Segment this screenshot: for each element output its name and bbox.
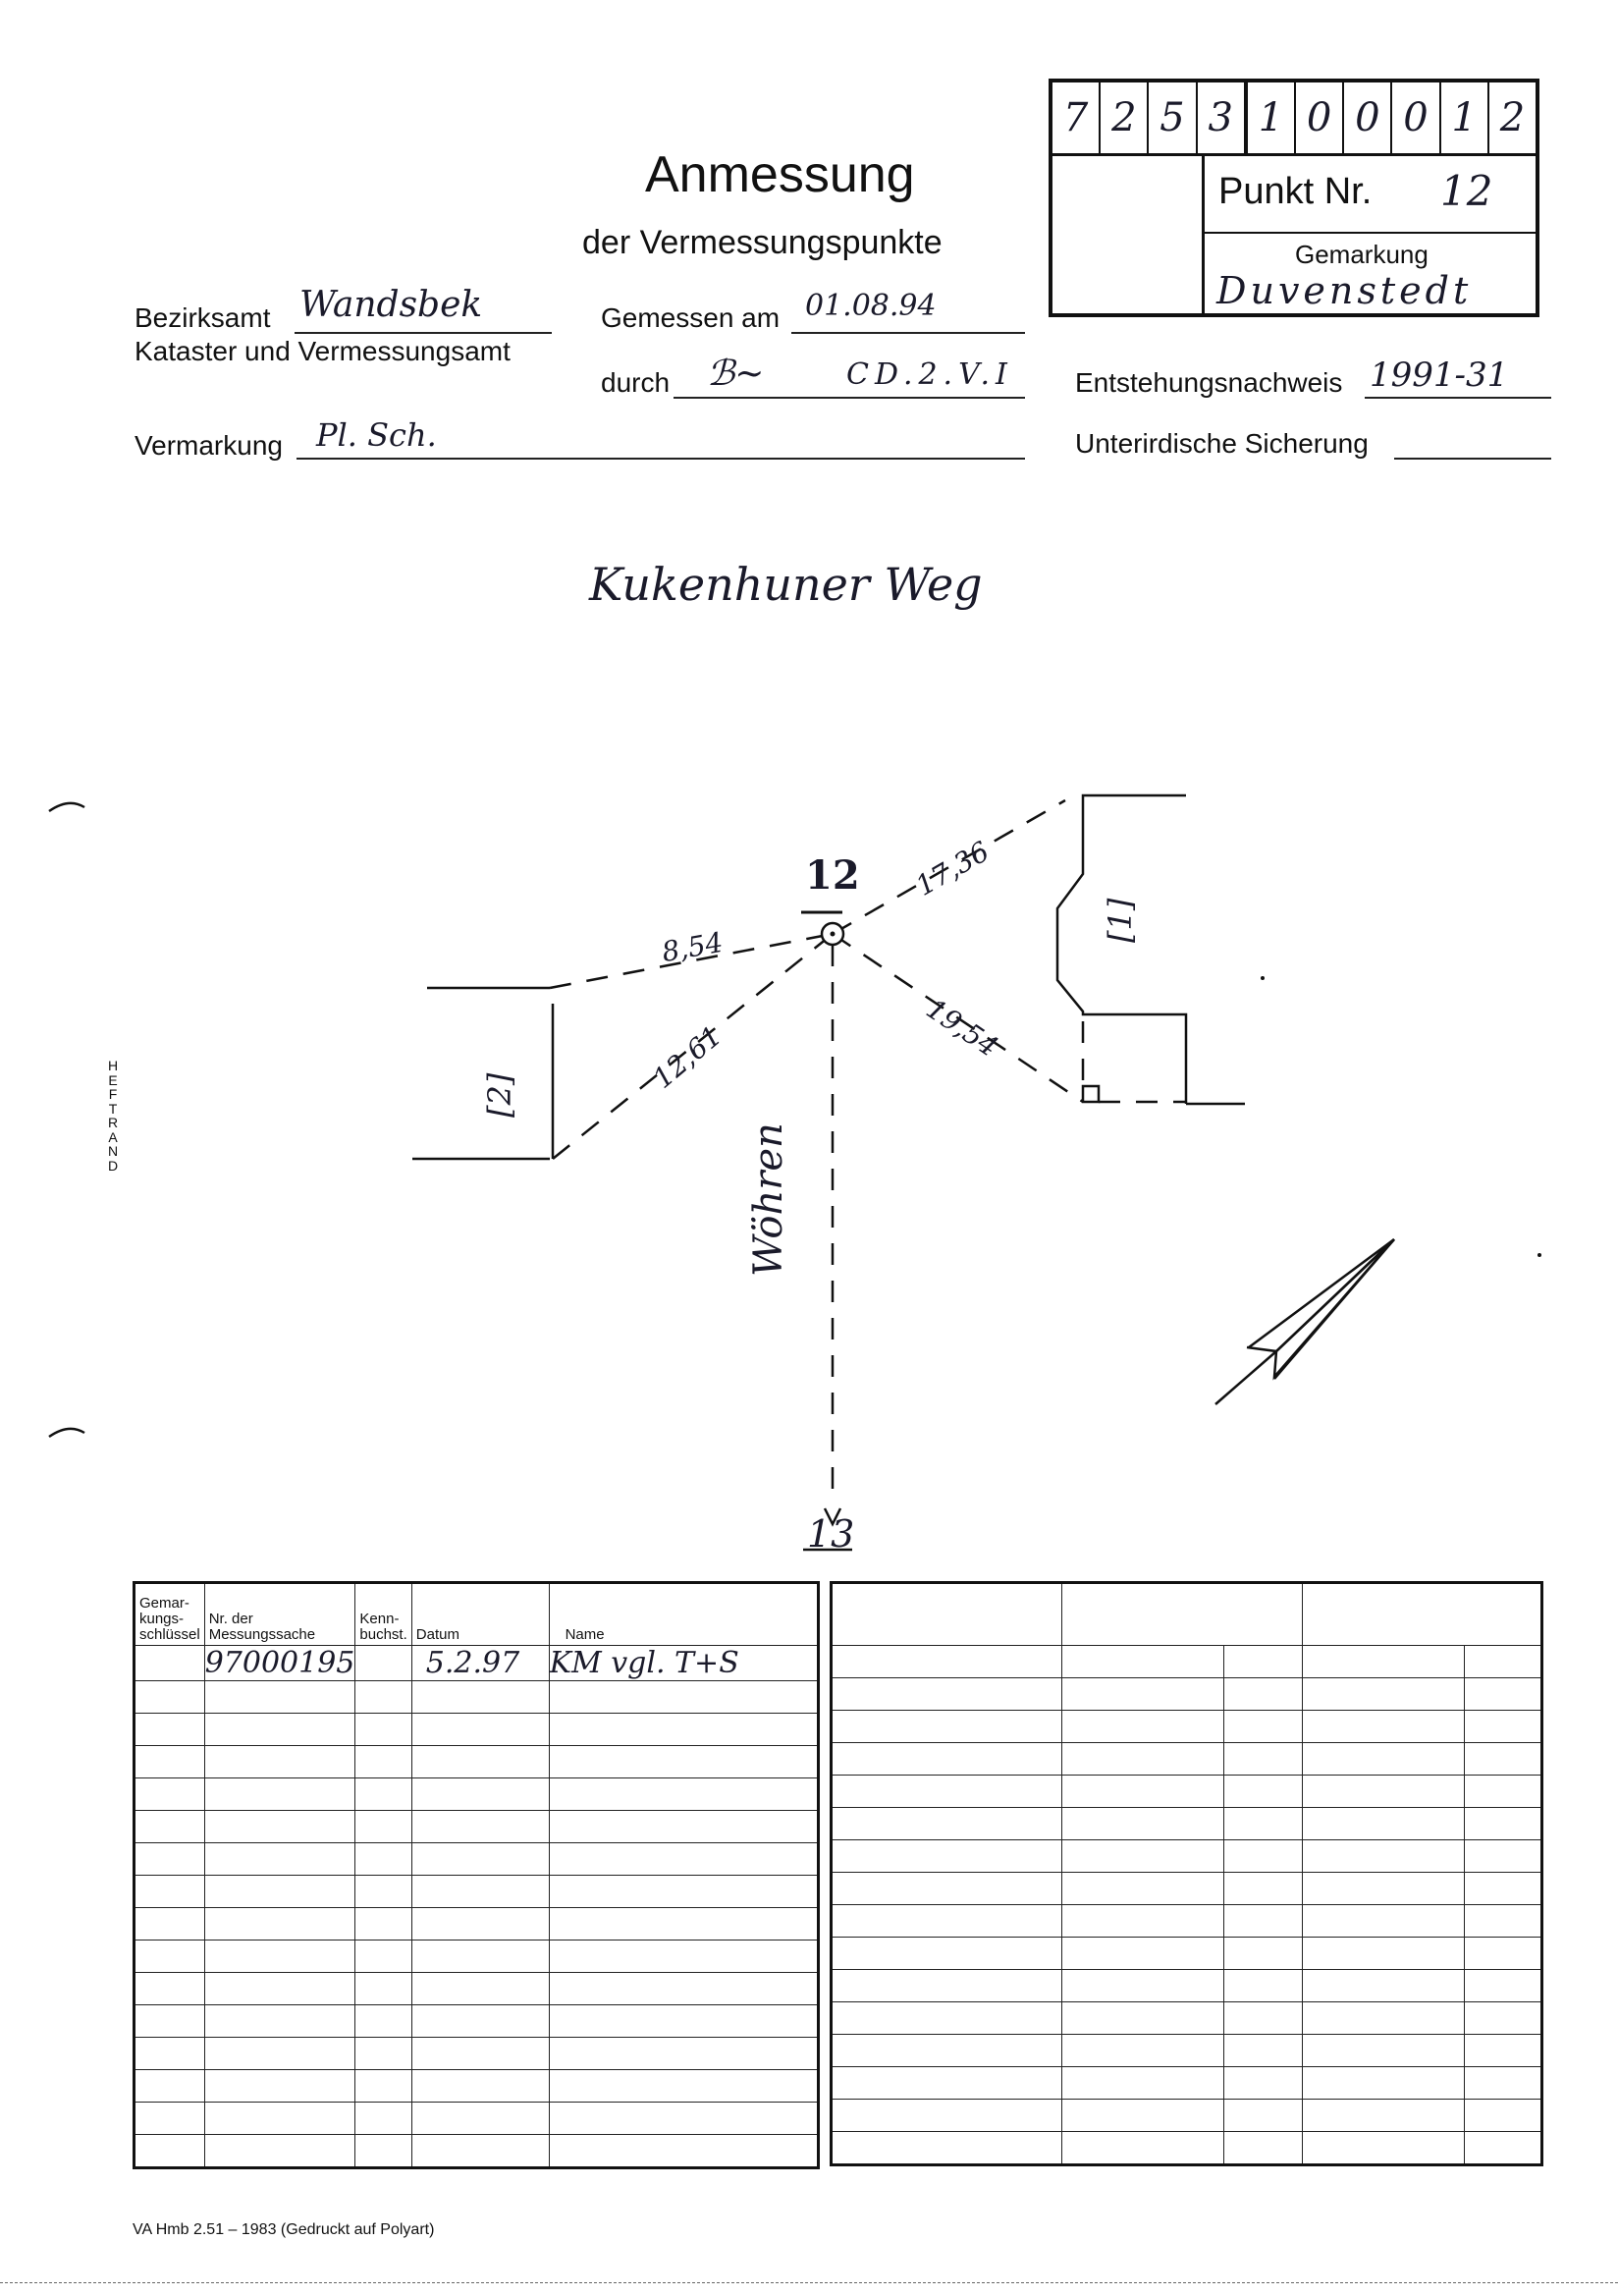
table-row bbox=[832, 1678, 1542, 1711]
durch-value: CD.2.V.I bbox=[846, 357, 1013, 392]
table-row bbox=[832, 2132, 1542, 2165]
gemarkung-value: Duvenstedt bbox=[1216, 269, 1473, 312]
header-blank bbox=[1302, 1583, 1541, 1646]
street-side-label: Wöhren bbox=[746, 1122, 791, 1277]
table-row bbox=[832, 1873, 1542, 1905]
building-2-label: [2] bbox=[481, 1072, 518, 1118]
point-13-label: 13 bbox=[807, 1512, 855, 1556]
bezirksamt-value: Wandsbek bbox=[299, 285, 483, 325]
edge-mark bbox=[49, 1429, 84, 1437]
unterirdisch-label: Unterirdische Sicherung bbox=[1075, 428, 1369, 459]
point-12-center bbox=[831, 932, 836, 937]
table-row bbox=[135, 1646, 819, 1681]
table-row bbox=[135, 1746, 819, 1778]
table-row bbox=[135, 2070, 819, 2103]
header-kennbuchstabe: Kenn- buchst. bbox=[355, 1583, 411, 1646]
table-row bbox=[832, 1776, 1542, 1808]
north-arrow-icon bbox=[1215, 1239, 1394, 1404]
table-row bbox=[135, 1843, 819, 1876]
table-row bbox=[135, 2038, 819, 2070]
form-footer: VA Hmb 2.51 – 1983 (Gedruckt auf Polyart) bbox=[133, 2221, 435, 2238]
speck bbox=[1261, 976, 1265, 980]
table-row bbox=[832, 1743, 1542, 1776]
entstehung-label: Entstehungsnachweis bbox=[1075, 367, 1343, 398]
bottom-rule bbox=[0, 2282, 1618, 2283]
form-title: Anmessung bbox=[645, 146, 915, 203]
distance-1954: 19,54 bbox=[920, 992, 1004, 1064]
table-row bbox=[832, 2002, 1542, 2035]
speck bbox=[1537, 1253, 1541, 1257]
table-row bbox=[832, 1711, 1542, 1743]
table-row bbox=[135, 1876, 819, 1908]
id-digit: 2 bbox=[1499, 95, 1526, 140]
gemessen-value: 01.08.94 bbox=[805, 289, 937, 323]
kataster-label: Kataster und Vermessungsamt bbox=[135, 336, 511, 366]
table-row bbox=[832, 1808, 1542, 1840]
header-name: Name bbox=[549, 1583, 818, 1646]
table-row bbox=[135, 1714, 819, 1746]
header-blank bbox=[832, 1583, 1062, 1646]
vermarkung-label: Vermarkung bbox=[135, 430, 283, 461]
header-datum: Datum bbox=[411, 1583, 549, 1646]
durch-label: durch bbox=[601, 367, 671, 398]
point-12-label: 12 bbox=[805, 852, 860, 899]
header-gemarkungsschluessel: Gemar- kungs- schlüssel bbox=[135, 1583, 205, 1646]
street-top-label: Kukenhuner Weg bbox=[589, 558, 983, 611]
building-1-label: [1] bbox=[1102, 898, 1139, 943]
cell-nr[interactable]: 97000195 bbox=[204, 1646, 355, 1680]
table-row bbox=[832, 1938, 1542, 1970]
id-digit: 0 bbox=[1392, 82, 1440, 153]
table-row bbox=[832, 1840, 1542, 1873]
table-row bbox=[135, 1811, 819, 1843]
header-nr-messungssache: Nr. der Messungssache bbox=[204, 1583, 355, 1646]
record-table-right bbox=[830, 1581, 1543, 2166]
id-digit: 0 bbox=[1344, 82, 1392, 153]
distance-854: 8,54 bbox=[659, 925, 726, 969]
table-row bbox=[135, 1908, 819, 1941]
punkt-value: 12 bbox=[1440, 167, 1493, 215]
table-row bbox=[135, 2005, 819, 2038]
id-digit: 7 bbox=[1052, 82, 1101, 153]
id-digit: 2 bbox=[1101, 82, 1149, 153]
bezirksamt-label: Bezirksamt bbox=[135, 302, 271, 333]
id-digit: 5 bbox=[1149, 82, 1197, 153]
cell-name[interactable]: KM vgl. T+S bbox=[549, 1646, 818, 1681]
heftrand-label: HEFTRAND bbox=[107, 1058, 119, 1174]
table-row bbox=[135, 1681, 819, 1714]
gemarkung-label: Gemarkung bbox=[1295, 240, 1429, 269]
table-row bbox=[832, 2100, 1542, 2132]
id-digit: 0 bbox=[1296, 82, 1344, 153]
table-row bbox=[135, 1973, 819, 2005]
id-digit: 1 bbox=[1248, 82, 1296, 153]
distance-1261: 12,61 bbox=[646, 1019, 728, 1095]
edge-mark bbox=[49, 803, 84, 811]
building-1-outline bbox=[1057, 795, 1245, 1104]
form-subtitle: der Vermessungspunkte bbox=[582, 224, 943, 261]
table-row bbox=[832, 1646, 1542, 1678]
cell-datum[interactable]: 5.2.97 bbox=[411, 1646, 549, 1681]
gemessen-label: Gemessen am bbox=[601, 302, 781, 333]
punkt-label: Punkt Nr. bbox=[1218, 171, 1373, 212]
distance-1736: 17,36 bbox=[910, 835, 996, 902]
durch-signature-icon: ℬ~ bbox=[707, 354, 765, 394]
table-row bbox=[135, 2135, 819, 2168]
table-row bbox=[135, 1778, 819, 1811]
id-digit: 3 bbox=[1198, 82, 1248, 153]
table-row bbox=[832, 1905, 1542, 1938]
table-row bbox=[832, 2035, 1542, 2067]
table-row bbox=[135, 2103, 819, 2135]
table-row bbox=[135, 1941, 819, 1973]
header-blank bbox=[1062, 1583, 1303, 1646]
table-row bbox=[832, 1970, 1542, 2002]
entstehung-value: 1991-31 bbox=[1370, 355, 1509, 395]
table-row bbox=[832, 2067, 1542, 2100]
id-digit: 1 bbox=[1441, 82, 1489, 153]
vermarkung-value: Pl. Sch. bbox=[316, 416, 437, 454]
record-table-left bbox=[133, 1581, 820, 2169]
